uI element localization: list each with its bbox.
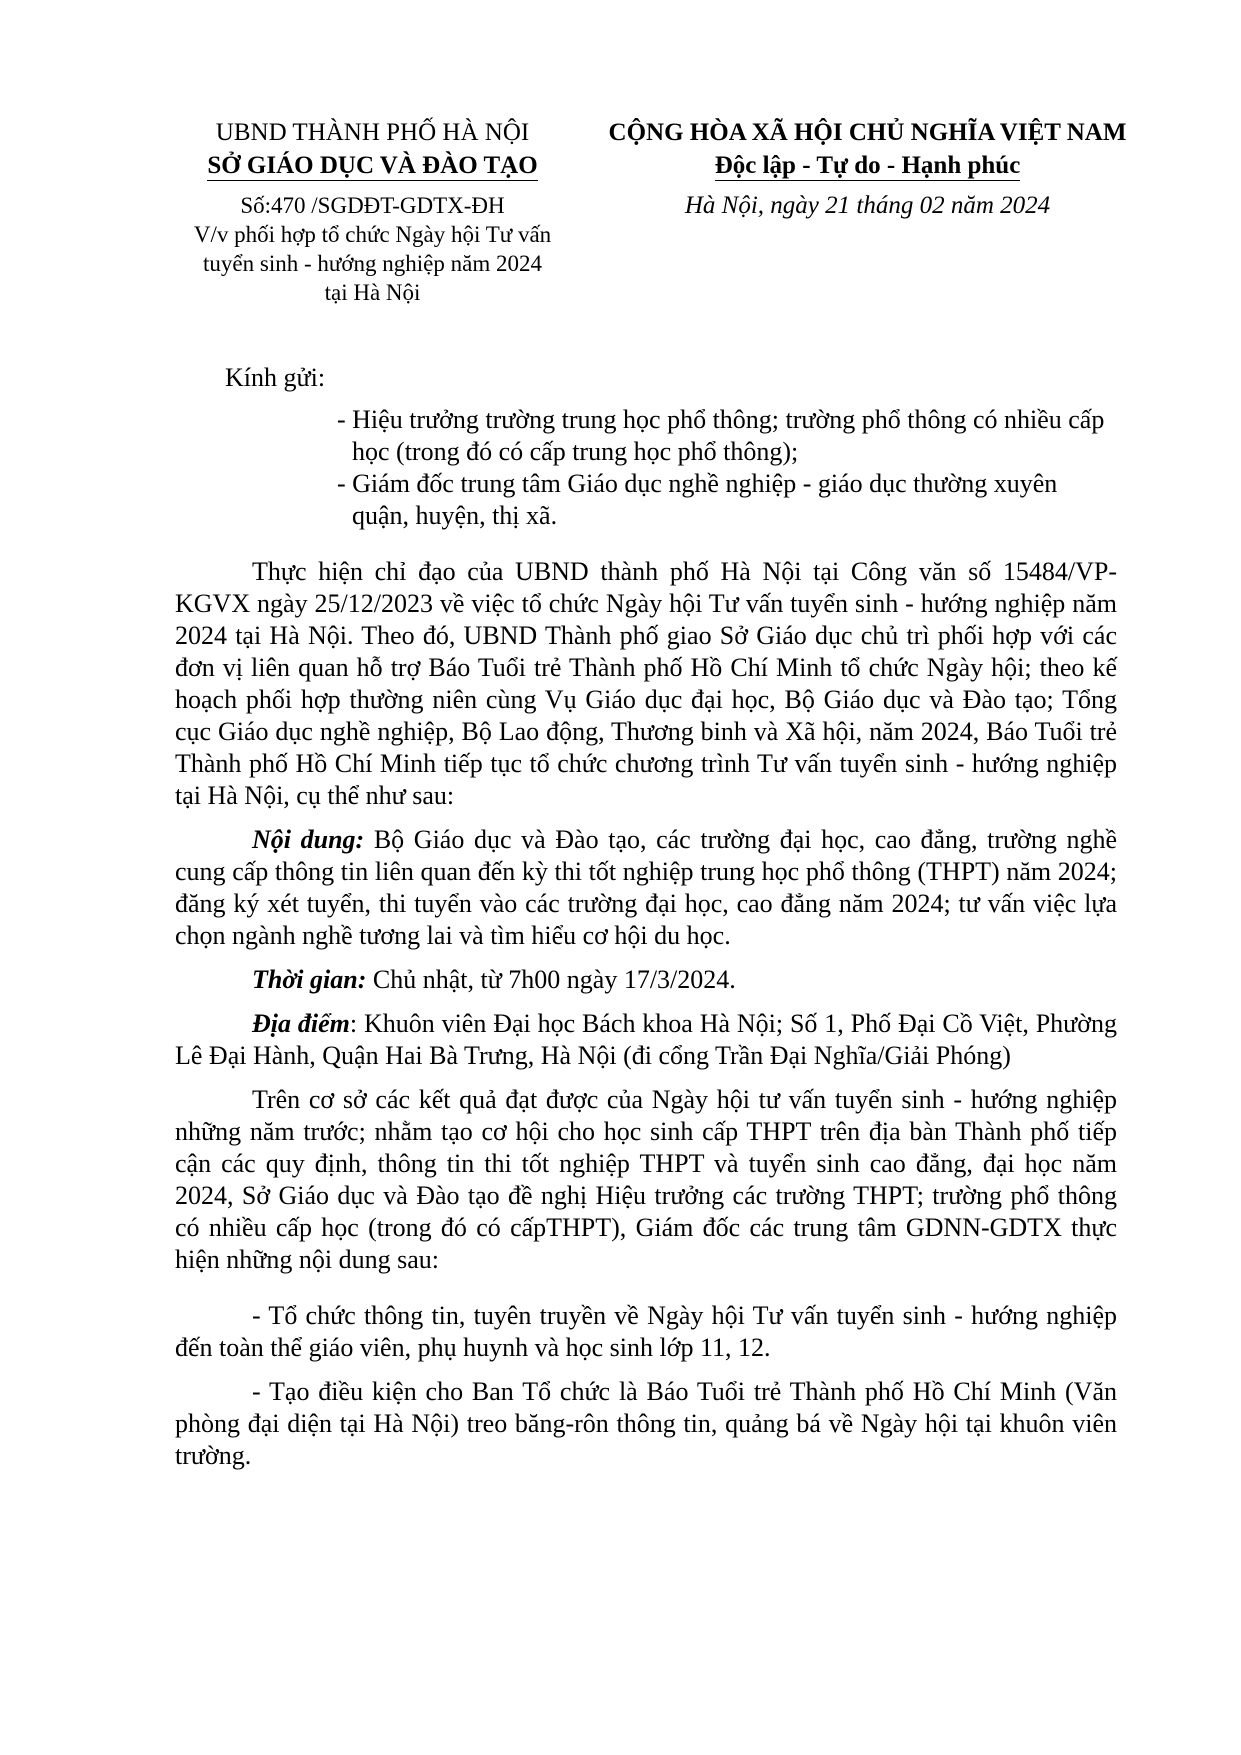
- reference-number: Số:470 /SGDĐT-GDTX-ĐH: [240, 193, 505, 218]
- content-label: Nội dung:: [252, 825, 365, 854]
- salutation: Kính gửi:: [225, 363, 326, 392]
- letter-body: [175, 362, 1117, 1472]
- issuing-department: SỞ GIÁO DỤC VÀ ĐÀO TẠO: [207, 152, 538, 179]
- place-label: Địa điểm: [252, 1009, 350, 1038]
- time-paragraph: [175, 964, 1117, 996]
- content-paragraph: [175, 824, 1117, 952]
- national-motto: Độc lập - Tự do - Hạnh phúc: [714, 152, 1021, 179]
- national-heading: [590, 116, 1145, 222]
- issuer-block: [170, 116, 575, 307]
- recipient-item: - Hiệu trưởng trường trung học phổ thông; trường phổ thông có nhiều cấp học (trong đó có cấp trung học phổ thông);: [337, 405, 1105, 466]
- intro-paragraph: Thực hiện chỉ đạo của UBND thành phố Hà Nội tại Công văn số 15484/VP-KGVX ngày 25/12/2023 về việc tổ chức Ngày hội Tư vấn tuyển sinh - hướng nghiệp năm 2024 tại Hà Nội. Theo đó, UBND Thành phố giao Sở Giáo dục chủ trì phối hợp với các đơn vị liên quan hỗ trợ Báo Tuổi trẻ Thành phố Hồ Chí Minh tổ chức Ngày hội; theo kế hoạch phối hợp thường niên cùng Vụ Giáo dục đại học, Bộ Giáo dục và Đào tạo; Tổng cục Giáo dục nghề nghiệp, Bộ Lao động, Thương binh và Xã hội, năm 2024, Báo Tuổi trẻ Thành phố Hồ Chí Minh tiếp tục tổ chức chương trình Tư vấn tuyển sinh - hướng nghiệp tại Hà Nội, cụ thể như sau:: [175, 557, 1117, 810]
- time-label: Thời gian:: [252, 965, 367, 994]
- subject-line-3: tại Hà Nội: [324, 280, 421, 305]
- subject-line-1: V/v phối hợp tổ chức Ngày hội Tư vấn: [193, 222, 552, 247]
- content-text: Bộ Giáo dục và Đào tạo, các trường đại học, cao đẳng, trường nghề cung cấp thông tin liên quan đến kỳ thi tốt nghiệp trung học phổ thông (THPT) năm 2024; đăng ký xét tuyển, thi tuyển vào các trường đại học, cao đẳng năm 2024; tư vấn việc lựa chọn ngành nghề tương lai và tìm hiểu cơ hội du học.: [175, 825, 1117, 950]
- recipient-item: - Giám đốc trung tâm Giáo dục nghề nghiệp - giáo dục thường xuyên quận, huyện, thị xã.: [337, 469, 1058, 530]
- basis-paragraph: Trên cơ sở các kết quả đạt được của Ngày hội tư vấn tuyển sinh - hướng nghiệp những năm trước; nhằm tạo cơ hội cho học sinh cấp THPT trên địa bàn Thành phố tiếp cận các quy định, thông tin thi tốt nghiệp THPT và tuyển sinh cao đẳng, đại học năm 2024, Sở Giáo dục và Đào tạo đề nghị Hiệu trưởng các trường THPT; trường phổ thông có nhiều cấp học (trong đó có cấpTHPT), Giám đốc các trung tâm GDNN-GDTX thực hiện những nội dung sau:: [175, 1085, 1117, 1274]
- place-paragraph: [175, 1008, 1117, 1072]
- time-text: Chủ nhật, từ 7h00 ngày 17/3/2024.: [366, 965, 736, 994]
- place-text: : Khuôn viên Đại học Bách khoa Hà Nội; Số 1, Phố Đại Cồ Việt, Phường Lê Đại Hành, Quận Hai Bà Trưng, Hà Nội (đi cổng Trần Đại Nghĩa/Giải Phóng): [175, 1009, 1117, 1070]
- task-paragraph-2: - Tạo điều kiện cho Ban Tổ chức là Báo Tuổi trẻ Thành phố Hồ Chí Minh (Văn phòng đại diện tại Hà Nội) treo băng-rôn thông tin, quảng bá về Ngày hội tại khuôn viên trường.: [175, 1377, 1117, 1470]
- nation-name: CỘNG HÒA XÃ HỘI CHỦ NGHĨA VIỆT NAM: [608, 119, 1127, 146]
- parent-agency: UBND THÀNH PHỐ HÀ NỘI: [215, 119, 530, 146]
- task-paragraph-1: - Tổ chức thông tin, tuyên truyền về Ngày hội Tư vấn tuyển sinh - hướng nghiệp đến toàn thể giáo viên, phụ huynh và học sinh lớp 11, 12.: [175, 1301, 1117, 1362]
- subject-line-2: tuyển sinh - hướng nghiệp năm 2024: [203, 251, 542, 276]
- recipient-list: [337, 404, 1107, 532]
- issue-date: Hà Nội, ngày 21 tháng 02 năm 2024: [684, 192, 1051, 219]
